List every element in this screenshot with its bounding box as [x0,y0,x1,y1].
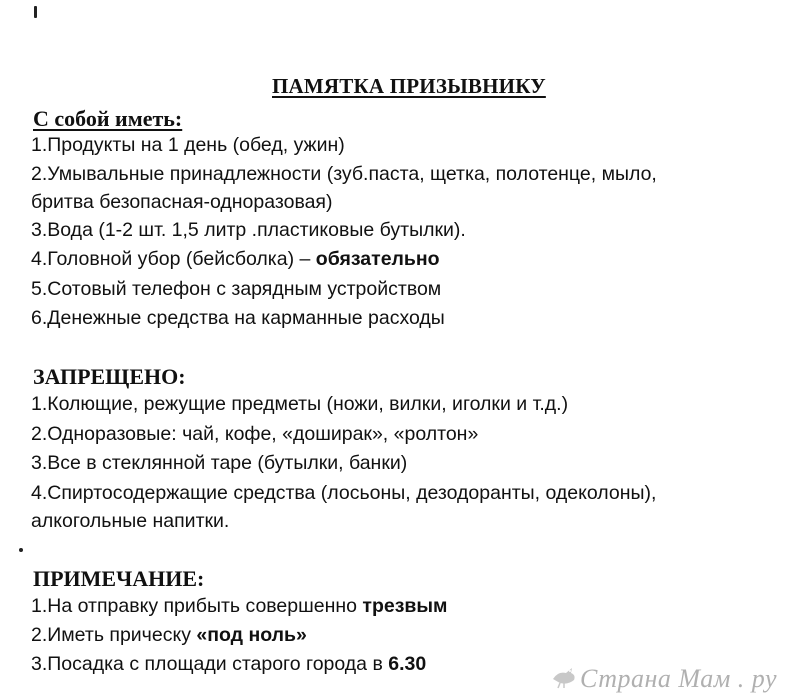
list-item: 2.Умывальные принадлежности (зуб.паста, щетка, полотенце, мыло, [31,163,657,185]
list-item: 3.Все в стеклянной таре (бутылки, банки) [31,452,408,474]
emphasis-text: обязательно [315,248,440,270]
site-watermark [550,664,777,694]
emphasis-text: трезвым [362,595,448,617]
list-item: 3.Вода (1-2 шт. 1,5 литр .пластиковые бутылки). [31,219,466,241]
list-item: 2.Иметь прическу «под ноль» [31,624,307,646]
list-item: 5.Сотовый телефон с зарядным устройством [31,278,442,300]
emphasis-text: «под ноль» [196,624,307,646]
emphasis-text: 6.30 [388,653,427,675]
document-title: ПАМЯТКА ПРИЗЫВНИКУ [272,74,546,98]
list-item: 1.На отправку прибыть совершенно трезвым [31,595,448,617]
list-item: 4.Головной убор (бейсболка) – обязательно [31,248,440,270]
list-item: 4.Спиртосодержащие средства (лосьоны, дезодоранты, одеколоны), [31,482,657,504]
list-item-continuation: бритва безопасная-одноразовая) [31,191,333,213]
list-item-continuation: алкогольные напитки. [31,510,230,532]
list-item: 6.Денежные средства на карманные расходы [31,307,445,329]
list-item: 1.Колющие, режущие предметы (ножи, вилки, иголки и т.д.) [31,393,569,415]
list-item: 3.Посадка с площади старого города в 6.30 [31,653,427,675]
scan-dot [34,6,37,18]
stork-logo-icon [550,665,578,689]
section-heading-forbidden: ЗАПРЕЩЕНО: [33,364,186,389]
section-heading-take-with: С собой иметь: [33,106,183,131]
section-heading-note: ПРИМЕЧАНИЕ: [33,566,205,591]
list-item: 2.Одноразовые: чай, кофе, «доширак», «ролтон» [31,423,479,445]
list-item: 1.Продукты на 1 день (обед, ужин) [31,134,345,156]
watermark-text: Страна Мам . ру [580,664,777,693]
scan-dot [19,548,23,552]
